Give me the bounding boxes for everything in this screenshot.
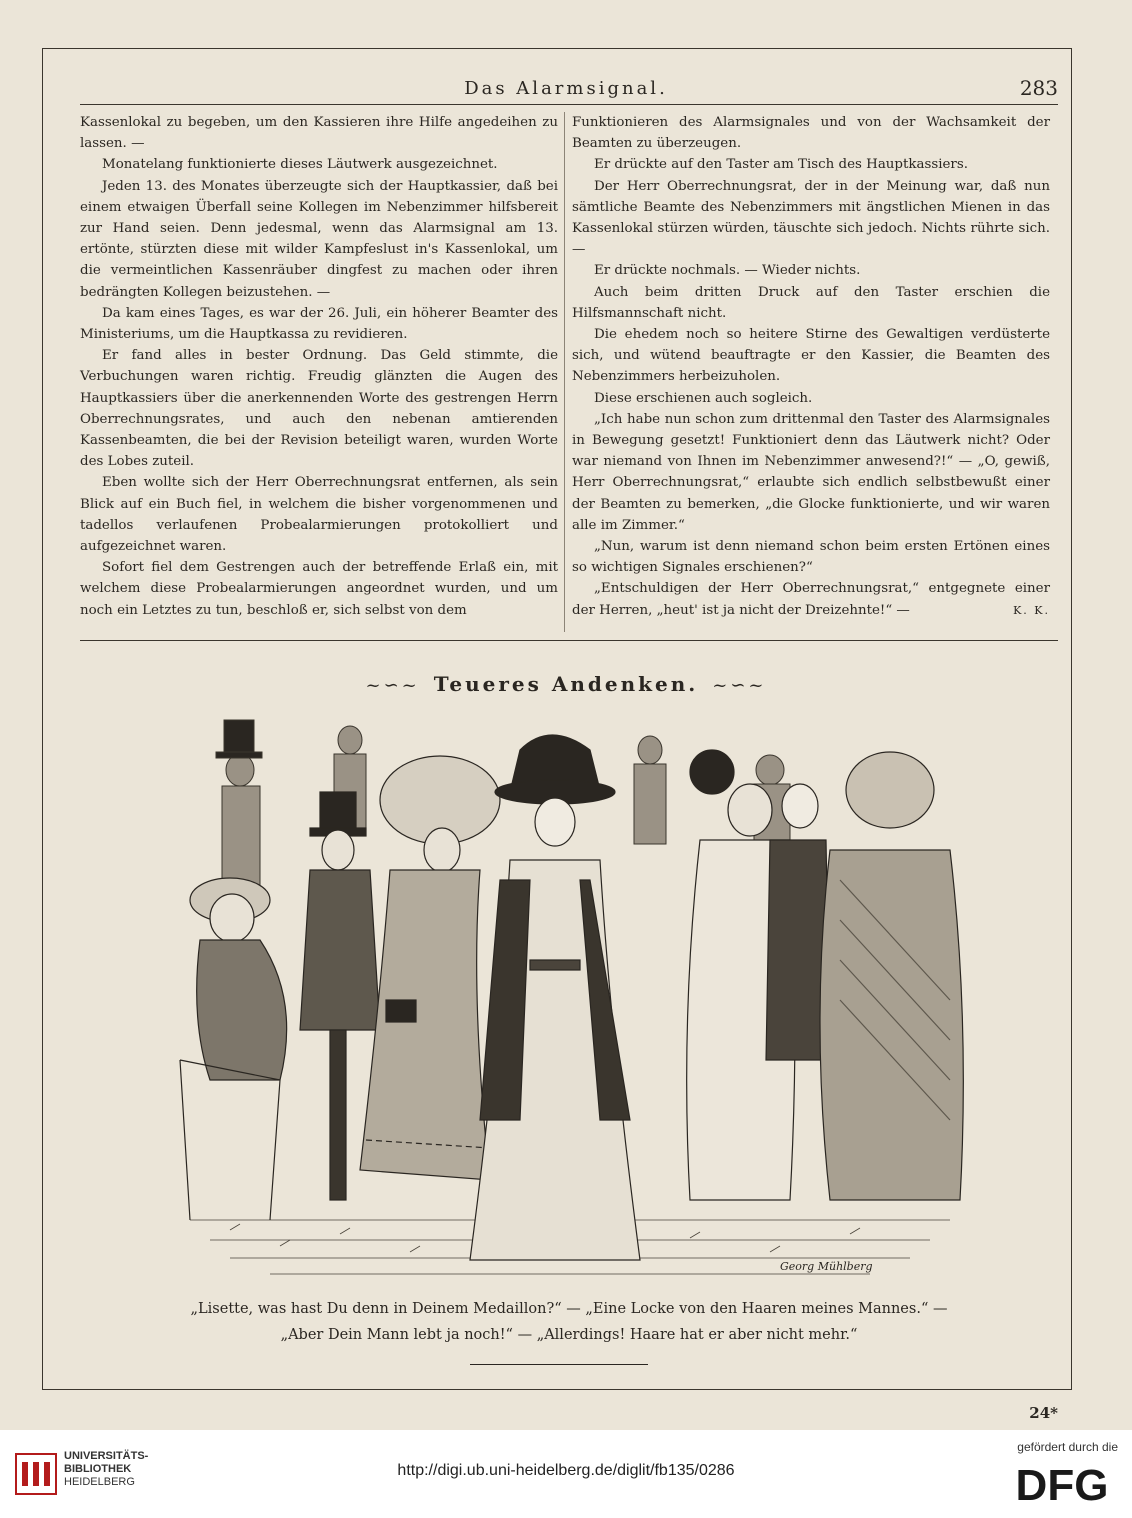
paragraph: Die ehedem noch so heitere Stirne des Gewaltigen verdüsterte sich, und wütend beauftragte er den Kassier, die Beamten des Nebenzimmers herbeizuholen. [572,327,1050,385]
source-url-link[interactable]: http://digi.ub.uni-heidelberg.de/diglit/fb135/0286 [397,1462,735,1479]
paragraph: Monatelang funktionierte dieses Läutwerk ausgezeichnet. [102,157,498,173]
paragraph: Er fand alles in bester Ordnung. Das Geld stimmte, die Verbuchungen waren richtig. Freudig glänzten die Augen des Hauptkassiers über die anerkennenden Worte des gestrengen Herrn Oberrechnungsrates, und auch den nebenan amtierenden Kassenbeamten, die bei der Revision beteiligt waren, wurden Worte des Lobes zuteil. [80,348,558,470]
section-rule [80,640,1058,641]
paragraph: Der Herr Oberrechnungsrat, der in der Meinung war, daß nun sämtliche Beamte des Nebenzimmers mit ängstlichen Mienen in das Kassenlokal stürzen würden, täuschte sich jedoch. Nichts rührte sich. — [572,178,1050,258]
paragraph: Sofort fiel dem Gestrengen auch der betreffende Erlaß ein, mit welchem diese Probealarmierungen angeordnet wurden, und um noch ein Letztes zu tun, beschloß er, sich selbst von dem [80,560,558,618]
flourish-left-icon: ~∽~ [365,675,420,696]
artist-signature: Georg Mühlberg [780,1260,873,1273]
caption-line: „Lisette, was hast Du denn in Deinem Medaillon?“ — „Eine Locke von den Haaren meines Mannes.“ — [190,1301,948,1317]
cartoon-caption [80,1296,1058,1348]
paragraph: Er drückte nochmals. — Wieder nichts. [594,263,861,279]
paragraph: Er drückte auf den Taster am Tisch des Hauptkassiers. [594,157,968,173]
woman-shawl-figure [820,752,963,1200]
paragraph-with-signature [572,578,1050,620]
cartoon-title-text: Teueres Andenken. [433,672,699,696]
paragraph: Da kam eines Tages, es war der 26. Juli, ein höherer Beamter des Ministeriums, um die Hauptkassa zu revidieren. [80,305,558,343]
seated-child-figure [180,878,287,1220]
flourish-right-icon: ~∽~ [712,675,767,696]
cartoon-illustration [170,700,970,1290]
paragraph: Auch beim dritten Druck auf den Taster erschien die Hilfsmannschaft nicht. [572,284,1050,321]
library-name-line: UNIVERSITÄTS- [64,1450,149,1462]
library-name-line: HEIDELBERG [64,1476,135,1488]
article-right-column [572,112,1050,621]
paragraph: „Entschuldigen der Herr Oberrechnungsrat,“ entgegnete einer der Herren, „heut' ist ja nicht der Dreizehnte!“ — [572,581,1050,618]
library-name-line: BIBLIOTHEK [64,1463,132,1475]
caption-line: „Aber Dein Mann lebt ja noch!“ — „Allerdings! Haare hat er aber nicht mehr.“ [280,1327,858,1343]
paragraph: Kassenlokal zu begeben, um den Kassieren ihre Hilfe angedeihen zu lassen. — [80,115,558,152]
viewer-footer [0,1430,1132,1518]
column-divider [564,112,565,632]
article-left-column [80,112,558,621]
paragraph: Funktionieren des Alarmsignales und von der Wachsamkeit der Beamten zu überzeugen. [572,115,1050,152]
paragraph: Jeden 13. des Monates überzeugte sich der Hauptkassier, daß bei einem etwaigen Überfall seine Kollegen im Nebenzimmer hilfsbereit zur Hand seien. Denn jedesmal, wenn das Alarmsignal am 13. ertönte, stürzten diese mit wilder Kampfeslust in's Kassenlokal, um die vermeintlichen Kassenräuber dingfest zu machen oder ihren bedrängten Kollegen beizustehen. — [80,178,558,300]
paragraph: Eben wollte sich der Herr Oberrechnungsrat entfernen, als sein Blick auf ein Buch fiel, in welchem die bisher vorgenommenen und tadellos verlaufenen Probealarmierungen protokolliert und aufgezeichnet waren. [80,475,558,555]
page-number: 283 [1019,76,1058,100]
paragraph: „Ich habe nun schon zum drittenmal den Taster des Alarmsignales in Bewegung gesetzt! Funktioniert denn das Läutwerk nicht? Oder war niemand von Ihnen im Nebenzimmer anwesend?!“ — „O, gewiß, Herr Oberrechnungsrat,“ erlaubte sich endlich selbstbewußt einer der Beamten zu bemerken, „die Glocke funktionierte, und wir waren alle im Zimmer.“ [572,411,1050,533]
paragraph: „Nun, warum ist denn niemand schon beim ersten Ertönen eines so wichtigen Signales erschienen?“ [572,539,1050,576]
lady-large-hat-figure [360,756,500,1180]
sheet-mark: 24* [1029,1404,1058,1422]
dfg-logo-icon[interactable] [1008,1460,1116,1504]
author-signature: K. K. [1013,603,1050,617]
paragraph: Diese erschienen auch sogleich. [594,390,813,406]
running-title: Das Alarmsignal. [464,78,668,99]
header-rule [80,104,1058,105]
funding-note: gefördert durch die [1017,1440,1118,1454]
cartoon-title [0,672,1132,696]
end-rule [470,1364,648,1365]
dfg-logo-text: DFG [1015,1461,1109,1504]
